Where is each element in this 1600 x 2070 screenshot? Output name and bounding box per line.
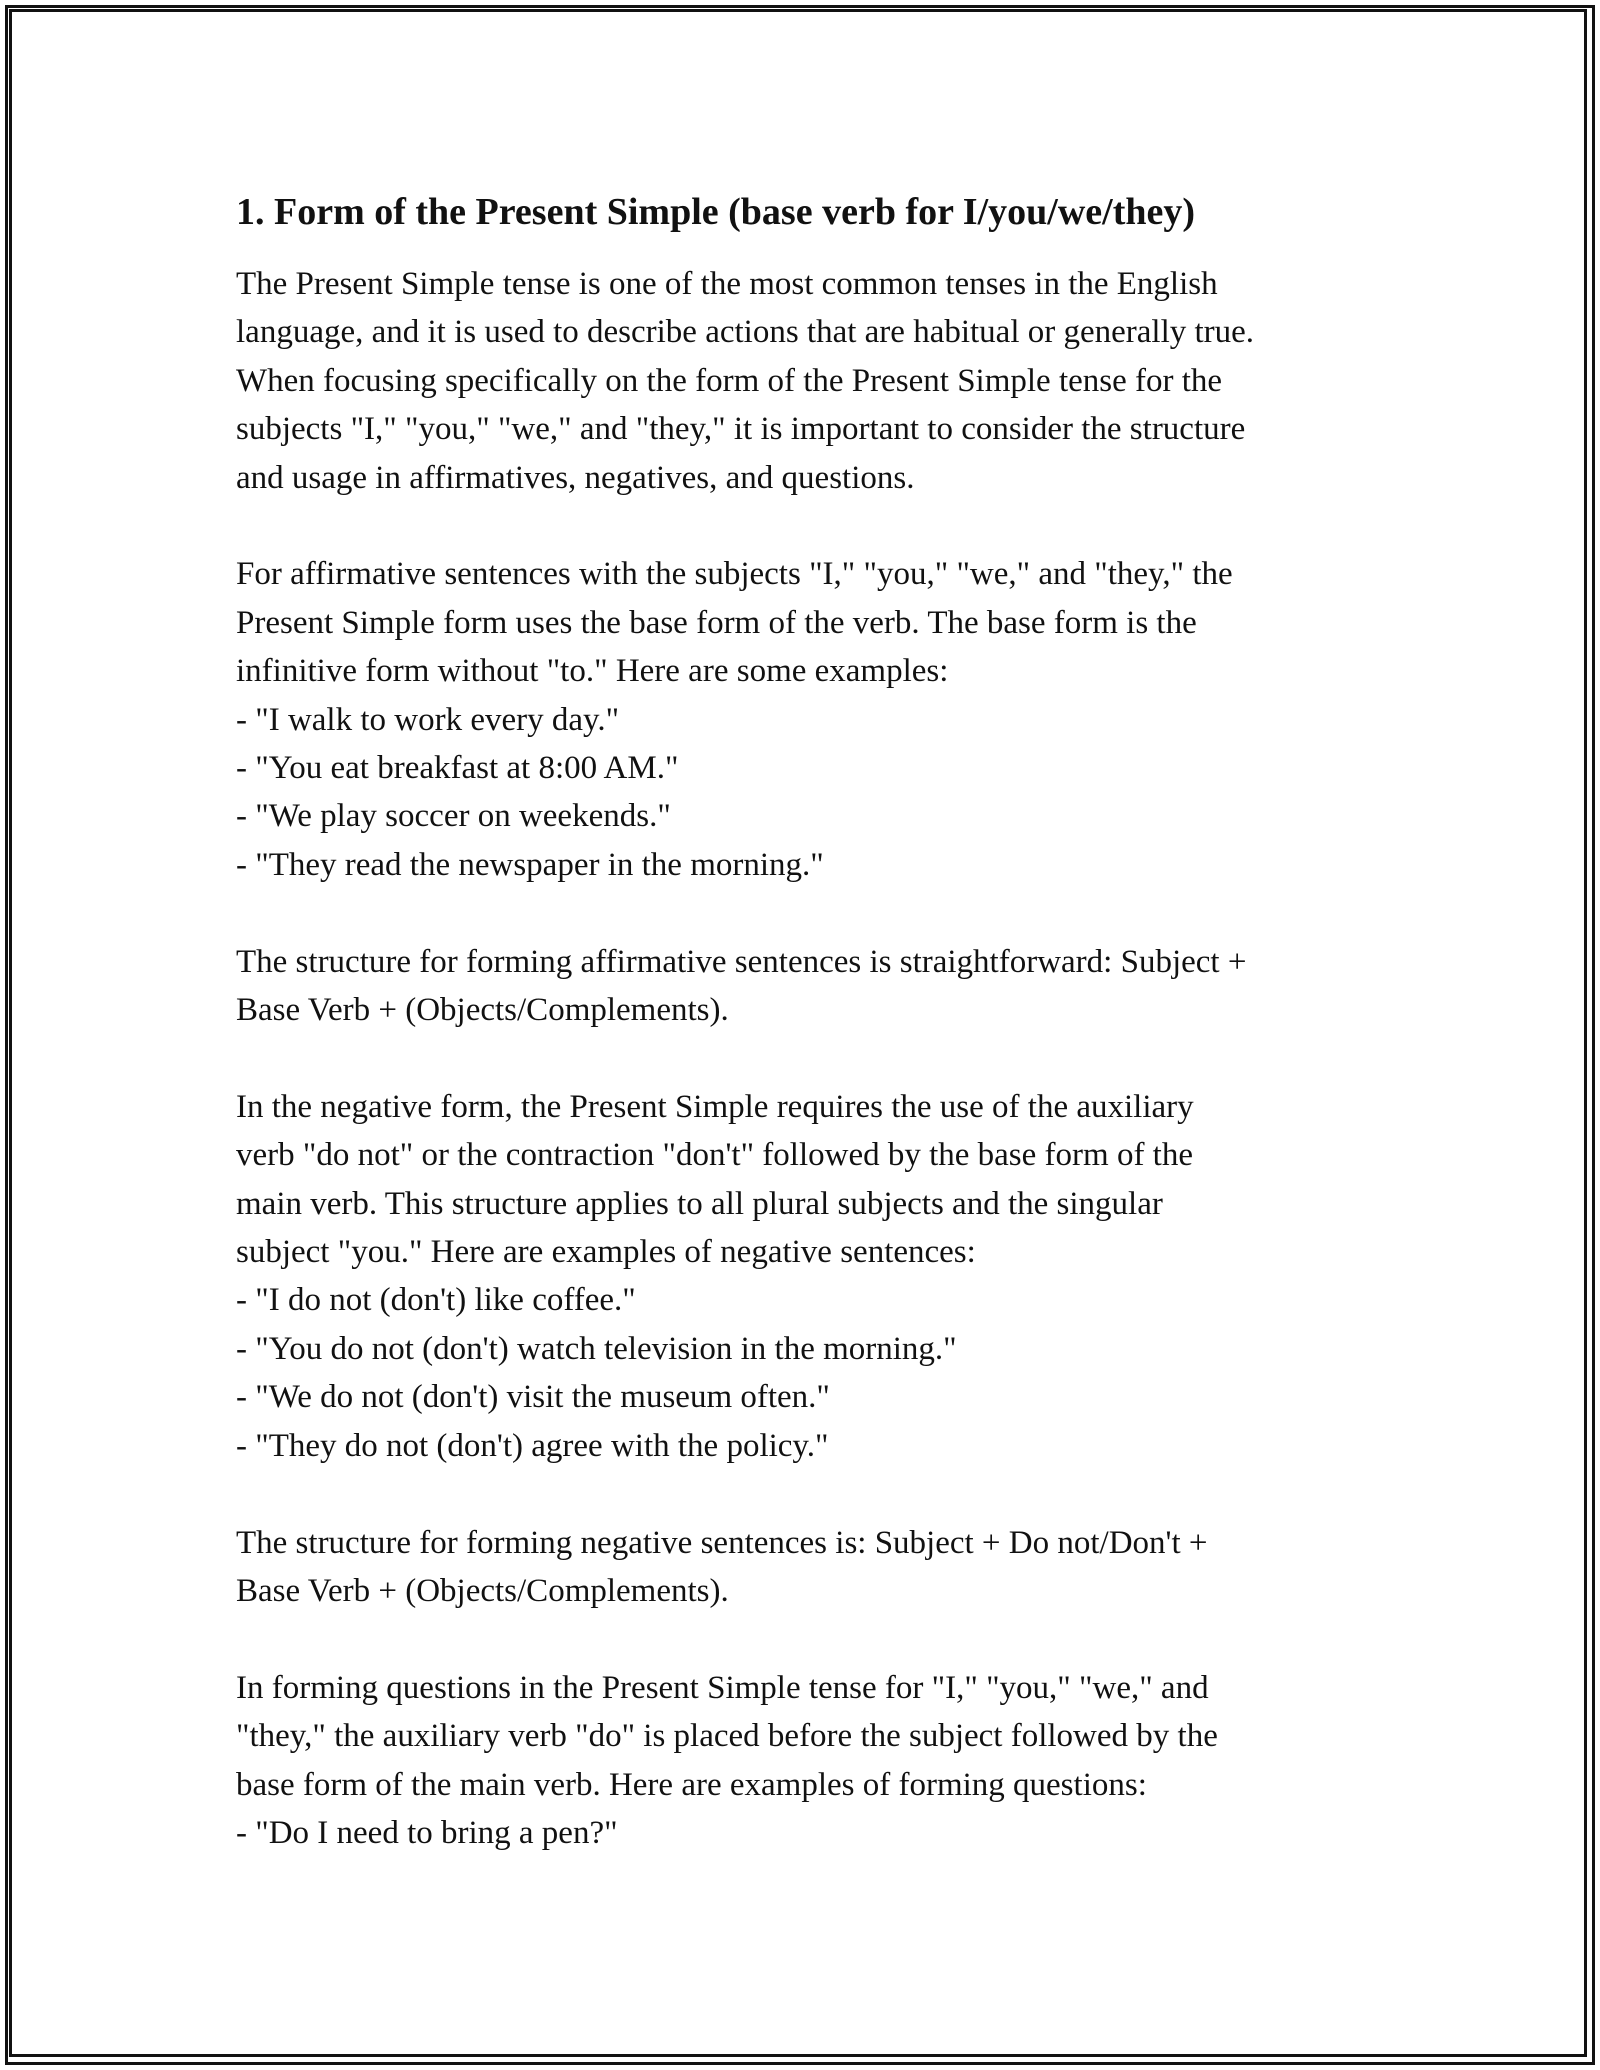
- text-line: When focusing specifically on the form of the Present Simple tense for the: [236, 362, 1223, 399]
- example-item: - "You eat breakfast at 8:00 AM.": [236, 750, 679, 787]
- section-heading: 1. Form of the Present Simple (base verb for I/you/we/they): [236, 191, 1195, 233]
- example-item: - "They do not (don't) agree with the policy.": [236, 1427, 829, 1464]
- intro-paragraph: [236, 260, 1416, 502]
- text-line: For affirmative sentences with the subjects "I," "you," "we," and "they," the: [236, 556, 1233, 593]
- example-item: - "Do I need to bring a pen?": [236, 1814, 618, 1851]
- negative-structure-paragraph: [236, 1519, 1416, 1616]
- example-item: - "I walk to work every day.": [236, 701, 620, 738]
- text-line: The structure for forming affirmative sentences is straightforward: Subject +: [236, 943, 1247, 980]
- questions-paragraph: [236, 1664, 1416, 1858]
- text-line: verb "do not" or the contraction "don't" followed by the base form of the: [236, 1137, 1193, 1174]
- negative-paragraph: [236, 1083, 1416, 1470]
- example-item: - "I do not (don't) like coffee.": [236, 1282, 636, 1319]
- affirmative-paragraph: [236, 550, 1416, 889]
- text-line: subject "you." Here are examples of negative sentences:: [236, 1234, 976, 1271]
- text-line: Base Verb + (Objects/Complements).: [236, 992, 729, 1029]
- example-item: - "We do not (don't) visit the museum often.": [236, 1379, 830, 1416]
- text-line: In the negative form, the Present Simple requires the use of the auxiliary: [236, 1088, 1194, 1125]
- text-line: Present Simple form uses the base form of the verb. The base form is the: [236, 604, 1197, 641]
- text-line: The Present Simple tense is one of the most common tenses in the English: [236, 266, 1218, 302]
- text-line: Base Verb + (Objects/Complements).: [236, 1572, 729, 1609]
- text-line: base form of the main verb. Here are examples of forming questions:: [236, 1766, 1147, 1803]
- text-line: language, and it is used to describe actions that are habitual or generally true.: [236, 314, 1255, 351]
- text-line: main verb. This structure applies to all plural subjects and the singular: [236, 1185, 1163, 1222]
- text-line: In forming questions in the Present Simple tense for "I," "you," "we," and: [236, 1669, 1209, 1706]
- text-line: and usage in affirmatives, negatives, and questions.: [236, 459, 915, 496]
- document-body: [236, 186, 1416, 1857]
- text-line: "they," the auxiliary verb "do" is placed before the subject followed by the: [236, 1718, 1218, 1755]
- affirmative-structure-paragraph: [236, 938, 1416, 1035]
- example-item: - "You do not (don't) watch television in the morning.": [236, 1330, 957, 1367]
- text-line: The structure for forming negative sentences is: Subject + Do not/Don't +: [236, 1524, 1208, 1561]
- text-line: subjects "I," "you," "we," and "they," it is important to consider the structure: [236, 411, 1246, 448]
- example-item: - "They read the newspaper in the morning.": [236, 846, 824, 883]
- text-line: infinitive form without "to." Here are some examples:: [236, 653, 949, 690]
- example-item: - "We play soccer on weekends.": [236, 798, 671, 835]
